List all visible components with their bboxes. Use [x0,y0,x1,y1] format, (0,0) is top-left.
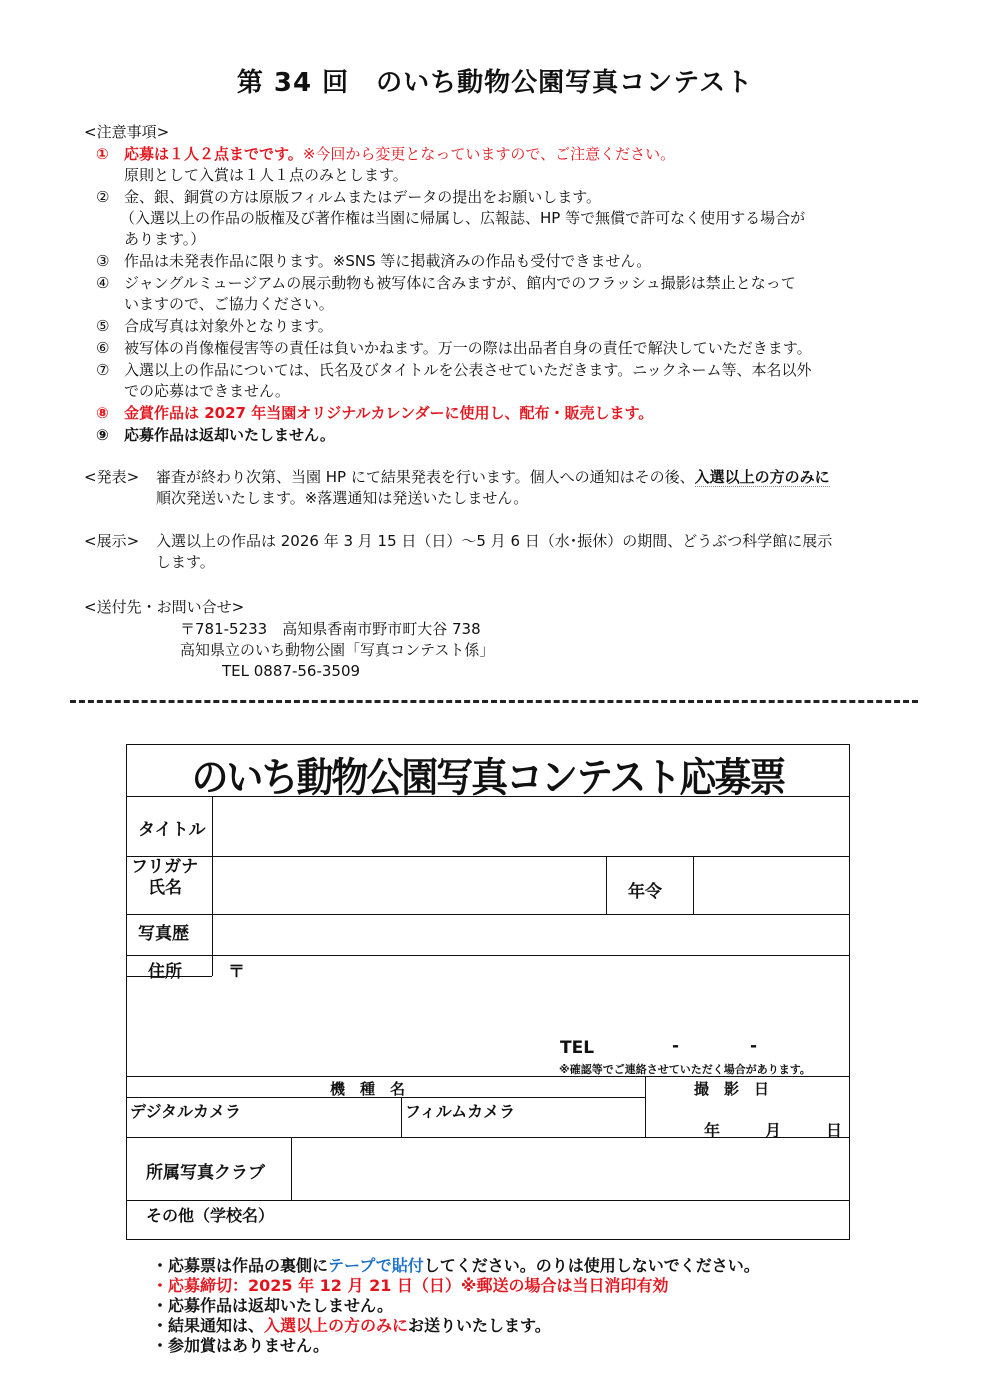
bottom-note-1-pre: ・応募票は作品の裏側に [152,1256,329,1275]
note-1-line2: 原則として入賞は１人１点のみとします。 [124,166,408,184]
note-1-rest: ※今回から変更となっていますので、ご注意ください。 [302,145,676,163]
address-label: 住所 [148,962,182,982]
bottom-note-4 [152,1316,551,1336]
address-field[interactable] [213,956,849,1036]
note-6-line1: 被写体の肖像権侵害等の責任は負いかねます。万一の際は出品者自身の責任で解決していただきます。 [124,339,812,357]
note-5-line1: 合成写真は対象外となります。 [124,317,333,335]
note-2-line2: （入選以上の作品の版権及び著作権は当園に帰属し、広報誌、HP 等で無償で許可なく使用する場合が [120,209,806,227]
contact-label: <送付先・お問い合せ> [84,598,245,616]
month-label: 月 [765,1121,782,1140]
note-9 [96,424,335,446]
bottom-note-deadline: ・応募締切：2025 年 12 月 21 日（日）※郵送の場合は当日消印有効 [152,1276,669,1295]
announce-line1 [156,466,830,488]
note-4-number: ④ [96,274,110,292]
bottom-note-1-highlight: テープで貼付 [328,1256,424,1275]
note-2 [96,186,601,208]
note-7 [96,359,811,381]
other-field[interactable] [290,1201,849,1239]
bottom-note-4-pre: ・結果通知は、 [152,1316,265,1335]
announce-text: 審査が終わり次第、当園 HP にて結果発表を行います。個人への通知はその後、 [156,468,695,486]
form-line [606,856,607,914]
history-field[interactable] [213,915,849,954]
note-1-bold: 応募は１人２点までです。 [124,145,303,163]
note-9-line1: 応募作品は返却いたしません。 [124,426,335,444]
club-field[interactable] [292,1138,849,1199]
film-camera-field[interactable] [402,1098,644,1136]
day-label: 日 [826,1121,843,1140]
bottom-note-4-post: お送りいたします。 [408,1316,551,1335]
other-label: その他（学校名） [146,1206,275,1225]
year-label: 年 [704,1121,721,1140]
note-4-line1: ジャングルミュージアムの展示動物も被写体に含みますが、館内でのフラッシュ撮影は禁止となって [124,274,796,292]
note-5 [96,315,333,337]
note-2-line3: あります。） [124,230,206,248]
exhibit-label: <展示> [84,532,140,550]
page-title: 第 34 回 のいち動物公園写真コンテスト [236,68,754,98]
note-8-line1: 金賞作品は 2027 年当園オリジナルカレンダーに使用し、配布・販売します。 [124,404,654,422]
note-2-line1: 金、銀、銅賞の方は原版フィルムまたはデータの提出をお願いします。 [124,188,602,206]
note-3-line1: 作品は未発表作品に限ります。※SNS 等に掲載済みの作品も受付できません。 [124,252,652,270]
note-4-line2: いますので、ご協力ください。 [124,295,334,313]
notes-heading: <注意事項> [84,123,170,141]
contact-address: 〒781-5233 高知県香南市野市町大谷 738 [180,620,481,638]
postal-mark: 〒 [228,962,245,982]
confirm-note: ※確認等でご連絡させていただく場合があります。 [559,1063,811,1076]
announce-label: <発表> [84,468,140,486]
form-line [645,1076,646,1137]
note-6 [96,337,812,359]
note-1-number: ① [96,145,109,163]
exhibit-line2: します。 [156,553,215,571]
bottom-note-4-highlight: 入選以上の方のみに [264,1316,409,1335]
club-label: 所属写真クラブ [146,1163,265,1183]
exhibit-line1: 入選以上の作品は 2026 年 3 月 15 日（日）～5 月 6 日（水･振休）の期間、どうぶつ科学館に展示 [156,532,833,550]
announce-line2: 順次発送いたします。※落選通知は発送いたしません。 [156,489,529,507]
contact-tel: TEL 0887-56-3509 [222,662,361,680]
furigana-label: フリガナ [131,857,199,877]
note-8-number: ⑧ [96,404,109,422]
note-7-number: ⑦ [96,361,110,379]
age-label: 年令 [628,882,662,902]
name-field[interactable] [213,857,605,913]
tel-dash: - [672,1036,680,1056]
note-5-number: ⑤ [96,317,110,335]
cut-line [70,700,918,703]
note-6-number: ⑥ [96,339,110,357]
bottom-note-5: ・参加賞はありません。 [152,1336,329,1355]
title-label: タイトル [138,820,206,840]
name-label: 氏名 [148,878,182,898]
note-4 [96,272,796,294]
digital-camera-label: デジタルカメラ [130,1102,242,1121]
age-field[interactable] [694,857,849,913]
note-3 [96,250,651,272]
contact-org: 高知県立のいち動物公園「写真コンテスト係」 [180,641,495,659]
tel-label: TEL [560,1038,595,1058]
digital-camera-field[interactable] [127,1098,400,1136]
note-3-number: ③ [96,252,110,270]
shot-date-label: 撮 影 日 [694,1080,770,1098]
tel-dash: - [750,1036,758,1056]
bottom-note-3: ・応募作品は返却いたしません。 [152,1296,393,1315]
film-camera-label: フィルムカメラ [405,1102,516,1121]
form-title: のいち動物公園写真コンテスト応募票 [191,755,785,801]
title-field[interactable] [213,797,849,855]
history-label: 写真歴 [138,924,189,944]
note-1 [96,143,675,165]
announce-emphasis: 入選以上の方のみに [694,468,830,486]
bottom-note-1 [152,1256,760,1276]
note-8 [96,402,653,424]
bottom-note-1-post: してください。のりは使用しないでください。 [423,1256,760,1275]
note-7-line2: での応募はできません。 [124,382,290,400]
note-7-line1: 入選以上の作品については、氏名及びタイトルを公表させていただきます。ニックネーム等、本名以外 [124,361,812,379]
note-2-number: ② [96,188,110,206]
model-label: 機 種 名 [330,1080,406,1098]
note-9-number: ⑨ [96,426,109,444]
